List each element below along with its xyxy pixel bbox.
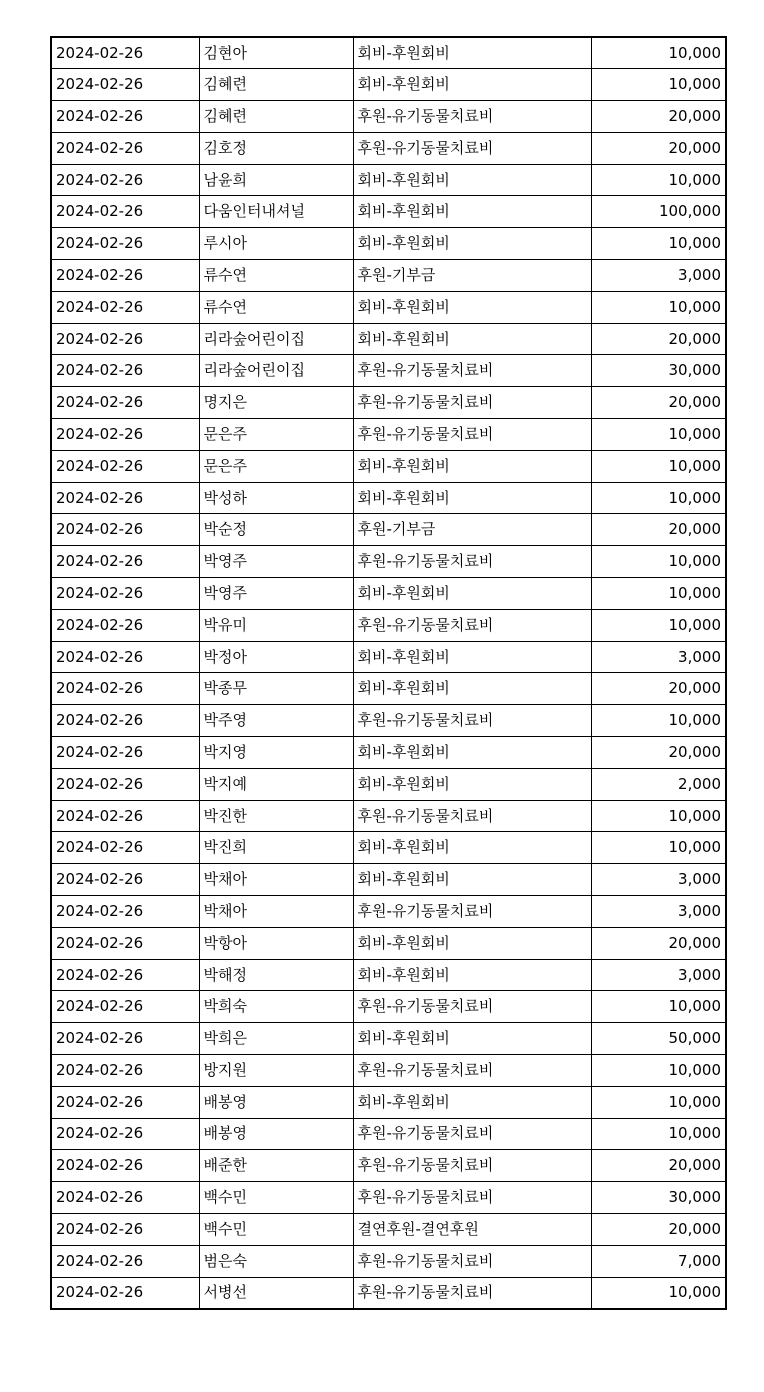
donor-name-cell: 박해정 [199, 959, 353, 991]
date-cell: 2024-02-26 [51, 673, 199, 705]
date-cell: 2024-02-26 [51, 419, 199, 451]
table-body [51, 37, 726, 1309]
donor-name-cell: 명지은 [199, 387, 353, 419]
donor-name-cell: 박희숙 [199, 991, 353, 1023]
amount-cell: 7,000 [591, 1245, 726, 1277]
date-cell: 2024-02-26 [51, 546, 199, 578]
date-cell: 2024-02-26 [51, 482, 199, 514]
donor-name-cell: 박채아 [199, 864, 353, 896]
amount-cell: 10,000 [591, 69, 726, 101]
donation-type-cell: 후원-유기동물치료비 [353, 419, 591, 451]
donation-type-cell: 회비-후원회비 [353, 927, 591, 959]
donor-name-cell: 박정아 [199, 641, 353, 673]
table-row [51, 705, 726, 737]
donor-name-cell: 서병선 [199, 1277, 353, 1309]
donor-name-cell: 배봉영 [199, 1086, 353, 1118]
date-cell: 2024-02-26 [51, 1182, 199, 1214]
donation-type-cell: 후원-기부금 [353, 514, 591, 546]
date-cell: 2024-02-26 [51, 1118, 199, 1150]
amount-cell: 10,000 [591, 1118, 726, 1150]
date-cell: 2024-02-26 [51, 768, 199, 800]
table-row [51, 323, 726, 355]
table-row [51, 260, 726, 292]
donation-type-cell: 회비-후원회비 [353, 69, 591, 101]
donation-type-cell: 회비-후원회비 [353, 737, 591, 769]
donor-name-cell: 박유미 [199, 609, 353, 641]
amount-cell: 10,000 [591, 1277, 726, 1309]
table-row [51, 896, 726, 928]
table-row [51, 800, 726, 832]
table-row [51, 37, 726, 69]
date-cell: 2024-02-26 [51, 514, 199, 546]
amount-cell: 10,000 [591, 991, 726, 1023]
donor-name-cell: 다움인터내셔널 [199, 196, 353, 228]
amount-cell: 10,000 [591, 578, 726, 610]
table-row [51, 164, 726, 196]
table-row [51, 1182, 726, 1214]
donation-type-cell: 회비-후원회비 [353, 323, 591, 355]
table-row [51, 673, 726, 705]
amount-cell: 20,000 [591, 1213, 726, 1245]
table-row [51, 768, 726, 800]
donation-type-cell: 회비-후원회비 [353, 291, 591, 323]
date-cell: 2024-02-26 [51, 101, 199, 133]
donation-type-cell: 회비-후원회비 [353, 164, 591, 196]
donor-name-cell: 김호정 [199, 132, 353, 164]
date-cell: 2024-02-26 [51, 959, 199, 991]
date-cell: 2024-02-26 [51, 450, 199, 482]
table-row [51, 546, 726, 578]
table-row [51, 101, 726, 133]
table-row [51, 927, 726, 959]
date-cell: 2024-02-26 [51, 864, 199, 896]
donation-type-cell: 회비-후원회비 [353, 768, 591, 800]
date-cell: 2024-02-26 [51, 1277, 199, 1309]
date-cell: 2024-02-26 [51, 37, 199, 69]
date-cell: 2024-02-26 [51, 641, 199, 673]
donor-name-cell: 박주영 [199, 705, 353, 737]
table-row [51, 450, 726, 482]
donor-name-cell: 박순정 [199, 514, 353, 546]
date-cell: 2024-02-26 [51, 291, 199, 323]
donor-name-cell: 박진희 [199, 832, 353, 864]
donor-name-cell: 박영주 [199, 578, 353, 610]
donor-name-cell: 박채아 [199, 896, 353, 928]
date-cell: 2024-02-26 [51, 69, 199, 101]
table-row [51, 1086, 726, 1118]
donation-type-cell: 회비-후원회비 [353, 578, 591, 610]
donation-type-cell: 후원-유기동물치료비 [353, 101, 591, 133]
amount-cell: 20,000 [591, 323, 726, 355]
donor-name-cell: 배준한 [199, 1150, 353, 1182]
amount-cell: 10,000 [591, 37, 726, 69]
table-row [51, 991, 726, 1023]
donation-table [50, 36, 727, 1310]
amount-cell: 10,000 [591, 832, 726, 864]
table-row [51, 1245, 726, 1277]
date-cell: 2024-02-26 [51, 1086, 199, 1118]
donation-type-cell: 후원-유기동물치료비 [353, 1150, 591, 1182]
donation-type-cell: 회비-후원회비 [353, 864, 591, 896]
amount-cell: 20,000 [591, 927, 726, 959]
date-cell: 2024-02-26 [51, 991, 199, 1023]
date-cell: 2024-02-26 [51, 260, 199, 292]
table-row [51, 355, 726, 387]
amount-cell: 20,000 [591, 101, 726, 133]
amount-cell: 20,000 [591, 387, 726, 419]
date-cell: 2024-02-26 [51, 737, 199, 769]
amount-cell: 2,000 [591, 768, 726, 800]
table-row [51, 69, 726, 101]
donor-name-cell: 박지영 [199, 737, 353, 769]
amount-cell: 10,000 [591, 609, 726, 641]
amount-cell: 30,000 [591, 1182, 726, 1214]
donation-type-cell: 후원-유기동물치료비 [353, 896, 591, 928]
table-row [51, 737, 726, 769]
table-row [51, 864, 726, 896]
donor-name-cell: 리라숲어린이집 [199, 323, 353, 355]
amount-cell: 20,000 [591, 737, 726, 769]
donation-type-cell: 후원-유기동물치료비 [353, 1245, 591, 1277]
donation-type-cell: 후원-유기동물치료비 [353, 1182, 591, 1214]
amount-cell: 10,000 [591, 482, 726, 514]
donation-type-cell: 결연후원-결연후원 [353, 1213, 591, 1245]
donation-type-cell: 후원-유기동물치료비 [353, 355, 591, 387]
amount-cell: 20,000 [591, 1150, 726, 1182]
donor-name-cell: 백수민 [199, 1213, 353, 1245]
amount-cell: 10,000 [591, 705, 726, 737]
donation-type-cell: 회비-후원회비 [353, 1086, 591, 1118]
donation-type-cell: 회비-후원회비 [353, 959, 591, 991]
table-row [51, 291, 726, 323]
donation-type-cell: 회비-후원회비 [353, 673, 591, 705]
date-cell: 2024-02-26 [51, 896, 199, 928]
amount-cell: 10,000 [591, 1086, 726, 1118]
donor-name-cell: 류수연 [199, 260, 353, 292]
date-cell: 2024-02-26 [51, 1213, 199, 1245]
table-row [51, 832, 726, 864]
donation-type-cell: 후원-유기동물치료비 [353, 132, 591, 164]
amount-cell: 3,000 [591, 864, 726, 896]
amount-cell: 20,000 [591, 514, 726, 546]
table-row [51, 228, 726, 260]
table-row [51, 1150, 726, 1182]
donation-type-cell: 후원-유기동물치료비 [353, 800, 591, 832]
donation-type-cell: 후원-유기동물치료비 [353, 387, 591, 419]
amount-cell: 10,000 [591, 800, 726, 832]
donation-type-cell: 후원-유기동물치료비 [353, 1055, 591, 1087]
amount-cell: 10,000 [591, 546, 726, 578]
donation-type-cell: 회비-후원회비 [353, 450, 591, 482]
donor-name-cell: 백수민 [199, 1182, 353, 1214]
amount-cell: 20,000 [591, 132, 726, 164]
donor-name-cell: 문은주 [199, 419, 353, 451]
donor-name-cell: 박지예 [199, 768, 353, 800]
donor-name-cell: 방지원 [199, 1055, 353, 1087]
donor-name-cell: 김현아 [199, 37, 353, 69]
donation-type-cell: 후원-유기동물치료비 [353, 609, 591, 641]
date-cell: 2024-02-26 [51, 228, 199, 260]
donor-name-cell: 김혜련 [199, 101, 353, 133]
donor-name-cell: 김혜련 [199, 69, 353, 101]
amount-cell: 10,000 [591, 450, 726, 482]
table-row [51, 641, 726, 673]
date-cell: 2024-02-26 [51, 355, 199, 387]
date-cell: 2024-02-26 [51, 927, 199, 959]
date-cell: 2024-02-26 [51, 1055, 199, 1087]
table-row [51, 387, 726, 419]
amount-cell: 100,000 [591, 196, 726, 228]
donor-name-cell: 박항아 [199, 927, 353, 959]
donation-type-cell: 회비-후원회비 [353, 1023, 591, 1055]
amount-cell: 50,000 [591, 1023, 726, 1055]
date-cell: 2024-02-26 [51, 164, 199, 196]
donor-name-cell: 리라숲어린이집 [199, 355, 353, 387]
donor-name-cell: 남윤희 [199, 164, 353, 196]
donation-type-cell: 회비-후원회비 [353, 228, 591, 260]
date-cell: 2024-02-26 [51, 1245, 199, 1277]
table-row [51, 482, 726, 514]
donor-name-cell: 범은숙 [199, 1245, 353, 1277]
table-row [51, 1023, 726, 1055]
table-row [51, 1118, 726, 1150]
table-row [51, 1055, 726, 1087]
amount-cell: 30,000 [591, 355, 726, 387]
table-row [51, 419, 726, 451]
donor-name-cell: 박진한 [199, 800, 353, 832]
date-cell: 2024-02-26 [51, 132, 199, 164]
donation-type-cell: 후원-유기동물치료비 [353, 1118, 591, 1150]
donor-name-cell: 박종무 [199, 673, 353, 705]
donation-type-cell: 회비-후원회비 [353, 832, 591, 864]
table-row [51, 1213, 726, 1245]
donation-type-cell: 회비-후원회비 [353, 37, 591, 69]
donor-name-cell: 배봉영 [199, 1118, 353, 1150]
amount-cell: 3,000 [591, 959, 726, 991]
date-cell: 2024-02-26 [51, 578, 199, 610]
donor-name-cell: 문은주 [199, 450, 353, 482]
donation-type-cell: 회비-후원회비 [353, 482, 591, 514]
donation-type-cell: 후원-유기동물치료비 [353, 705, 591, 737]
amount-cell: 3,000 [591, 260, 726, 292]
date-cell: 2024-02-26 [51, 800, 199, 832]
date-cell: 2024-02-26 [51, 1150, 199, 1182]
date-cell: 2024-02-26 [51, 705, 199, 737]
donation-type-cell: 후원-유기동물치료비 [353, 1277, 591, 1309]
amount-cell: 10,000 [591, 291, 726, 323]
amount-cell: 10,000 [591, 164, 726, 196]
donation-type-cell: 후원-유기동물치료비 [353, 991, 591, 1023]
table-row [51, 196, 726, 228]
donor-name-cell: 박영주 [199, 546, 353, 578]
donor-name-cell: 류수연 [199, 291, 353, 323]
date-cell: 2024-02-26 [51, 323, 199, 355]
amount-cell: 20,000 [591, 673, 726, 705]
date-cell: 2024-02-26 [51, 387, 199, 419]
amount-cell: 3,000 [591, 641, 726, 673]
table-row [51, 1277, 726, 1309]
donor-name-cell: 루시아 [199, 228, 353, 260]
date-cell: 2024-02-26 [51, 1023, 199, 1055]
donation-type-cell: 회비-후원회비 [353, 641, 591, 673]
table-row [51, 514, 726, 546]
donor-name-cell: 박성하 [199, 482, 353, 514]
amount-cell: 10,000 [591, 419, 726, 451]
date-cell: 2024-02-26 [51, 609, 199, 641]
amount-cell: 10,000 [591, 1055, 726, 1087]
table-row [51, 578, 726, 610]
table-row [51, 132, 726, 164]
donation-type-cell: 후원-기부금 [353, 260, 591, 292]
donor-name-cell: 박희은 [199, 1023, 353, 1055]
donation-type-cell: 회비-후원회비 [353, 196, 591, 228]
date-cell: 2024-02-26 [51, 196, 199, 228]
donation-type-cell: 후원-유기동물치료비 [353, 546, 591, 578]
date-cell: 2024-02-26 [51, 832, 199, 864]
amount-cell: 10,000 [591, 228, 726, 260]
table-row [51, 959, 726, 991]
amount-cell: 3,000 [591, 896, 726, 928]
table-row [51, 609, 726, 641]
